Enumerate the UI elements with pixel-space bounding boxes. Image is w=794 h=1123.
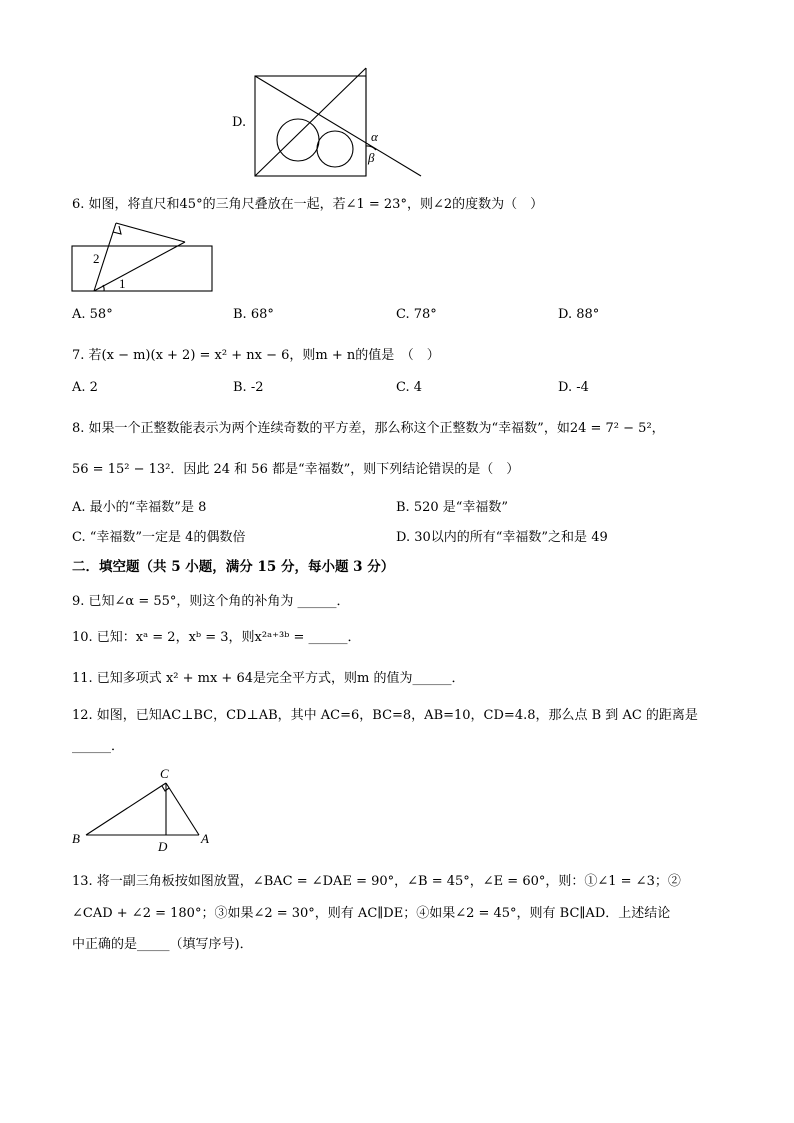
q10-question-text: 10. 已知：xᵃ = 2，xᵇ = 3，则x²ᵃ⁺³ᵇ = ______． <box>72 630 361 645</box>
q6-option-c[interactable]: C. 78° <box>396 307 437 322</box>
q5-option-d-label: D. <box>232 115 247 130</box>
q9-question-text: 9. 已知∠α = 55°，则这个角的补角为 ______． <box>72 594 350 609</box>
q12-point-d-label: D <box>158 839 168 854</box>
q13-question-line-1: 13. 将一副三角板按如图放置，∠BAC = ∠DAE = 90°，∠B = 45°，∠E = 60°，则：①∠1 = ∠3；② <box>72 874 681 889</box>
q8-option-a[interactable]: A. 最小的“幸福数”是 8 <box>72 500 207 515</box>
q8-option-d[interactable]: D. 30以内的所有“幸福数”之和是 49 <box>396 530 608 545</box>
q7-option-b[interactable]: B. -2 <box>233 380 264 395</box>
q11-question-text: 11. 已知多项式 x² + mx + 64是完全平方式，则m 的值为______． <box>72 671 465 686</box>
q12-point-a-label: A <box>201 831 209 846</box>
q12-point-b-label: B <box>72 831 80 846</box>
q5-alpha-label: α <box>371 129 378 144</box>
q7-option-d[interactable]: D. -4 <box>558 380 589 395</box>
q6-option-d[interactable]: D. 88° <box>558 307 600 322</box>
q6-question-text: 6. 如图，将直尺和45°的三角尺叠放在一起，若∠1 = 23°，则∠2的度数为（ ） <box>72 197 544 212</box>
q8-question-line-1: 8. 如果一个正整数能表示为两个连续奇数的平方差，那么称这个正整数为“幸福数”，如24 = 7² − 5²， <box>72 421 665 436</box>
q12-point-c-label: C <box>160 766 169 781</box>
section-2-heading: 二．填空题（共 5 小题，满分 15 分，每小题 3 分） <box>72 559 395 575</box>
q7-option-c[interactable]: C. 4 <box>396 380 423 395</box>
q12-question-line-1: 12. 如图，已知AC⊥BC，CD⊥AB，其中 AC=6，BC=8，AB=10，CD=4.8，那么点 B 到 AC 的距离是 <box>72 708 698 723</box>
q8-option-c[interactable]: C. “幸福数”一定是 4的偶数倍 <box>72 530 246 545</box>
q13-question-line-3: 中正确的是_____（填写序号)． <box>72 937 253 952</box>
q5-beta-label: β <box>368 150 375 165</box>
q8-option-b[interactable]: B. 520 是“幸福数” <box>396 500 509 515</box>
q12-question-line-2: ______． <box>72 739 125 754</box>
q7-question-text: 7. 若(x − m)(x + 2) = x² + nx − 6，则m + n的值是 （ ） <box>72 348 440 363</box>
q6-angle-2-label: 2 <box>93 251 100 266</box>
q8-question-line-2: 56 = 15² − 13²．因此 24 和 56 都是“幸福数”，则下列结论错误的是（ ） <box>72 462 520 477</box>
q13-question-line-2: ∠CAD + ∠2 = 180°；③如果∠2 = 30°，则有 AC∥DE；④如果∠2 = 45°，则有 BC∥AD．上述结论 <box>72 906 671 921</box>
q6-angle-1-label: 1 <box>119 276 126 291</box>
q6-option-a[interactable]: A. 58° <box>72 307 113 322</box>
q7-option-a[interactable]: A. 2 <box>72 380 98 395</box>
q6-option-b[interactable]: B. 68° <box>233 307 274 322</box>
